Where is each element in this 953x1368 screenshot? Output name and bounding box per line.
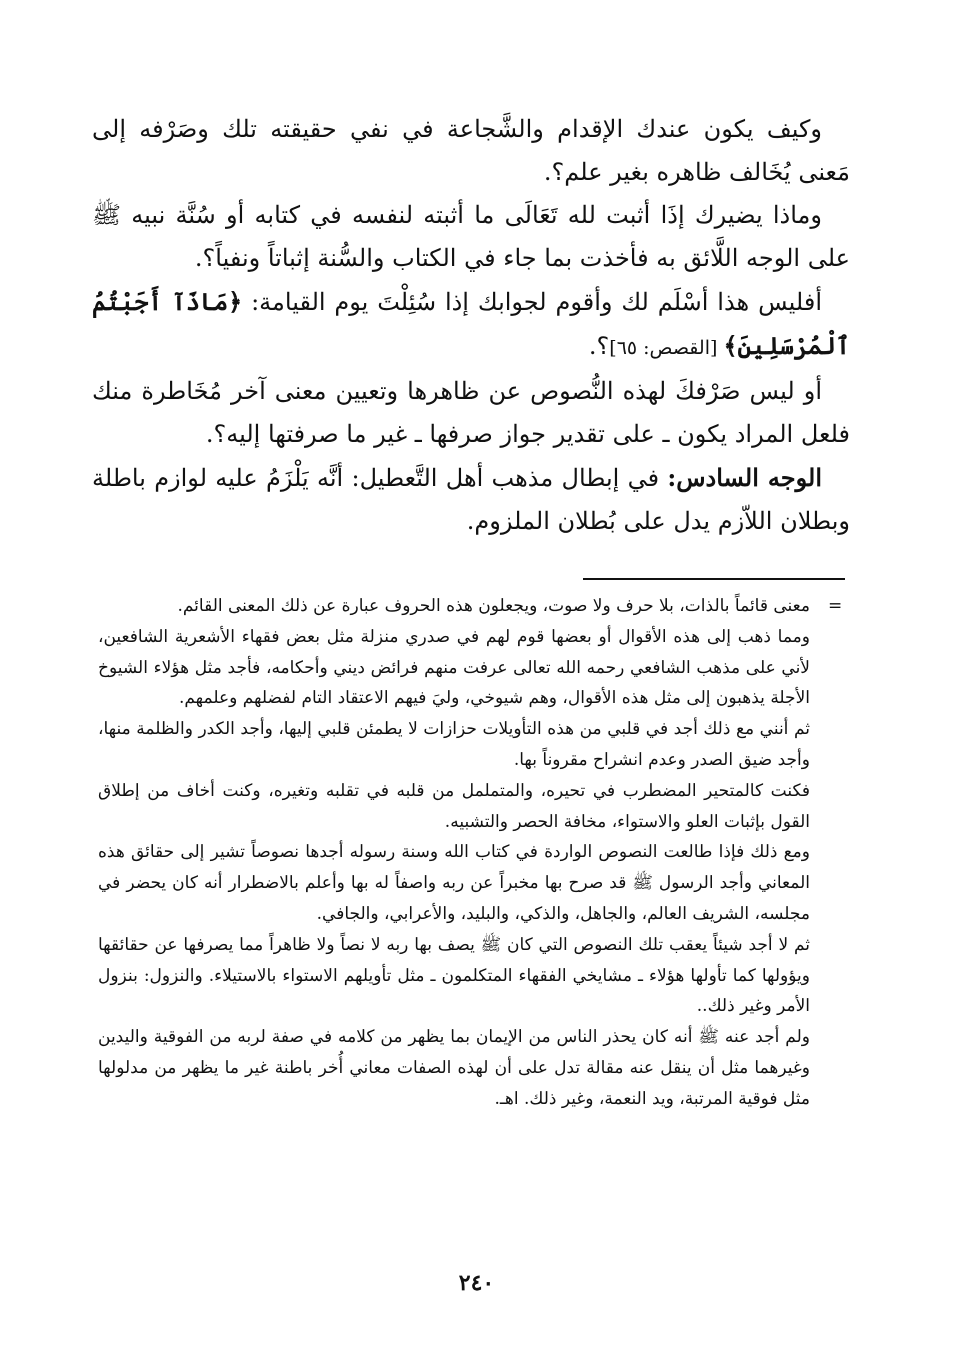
footnote-paragraph: ومما ذهب إلى هذه الأقوال أو بعضها قوم لهم في صدري منزلة مثل بعض فقهاء الأشعرية الشافعين، لأني على مذهب الشافعي رحمه الله تعالى عرفت منهم فرائض ديني وأحكامه، فأجد مثل هؤلاء الشيوخ الأجلة يذهبون إلى مثل هذه الأقوال، وهم شيوخي، وليَ فيهم الاعتقاد التام لفضلهم وعلمهم. [98, 626, 810, 709]
footnote-paragraph: معنى قائماً بالذات، بلا حرف ولا صوت، ويجعلون هذه الحروف عبارة عن ذلك المعنى القائم. [177, 596, 810, 616]
footnote-paragraph: ثم أنني مع ذلك أجد في قلبي من هذه التأويلات حزازات لا يطمئن قلبي إليها، وأجد الكدر والظلمة منها، وأجد ضيق الصدر وعدم انشراح مقروناً بها. [98, 719, 810, 770]
paragraph-4: أو ليس صَرْفكَ لهذه النُّصوص عن ظاهرها وتعيين معنى آخر مُخَاطرة منك فلعل المراد يكون ـ على تقدير جواز صرفها ـ غير ما صرفتها إليه؟. [92, 377, 850, 448]
verse-reference: [القصص: ٦٥] [609, 337, 724, 359]
paragraph-3-text: أفليس هذا أسْلَم لك وأقوم لجوابك إذا سُئِلْتَ يوم القيامة: [242, 288, 822, 316]
page-number: ٢٤٠ [458, 1270, 495, 1296]
footnote-paragraph: ثم لا أجد شيئاً يعقب تلك النصوص التي كان ﷺ يصف بها ربه لا نصاً ولا ظاهراً مما يصرفها عن حقائقها ويؤولها كما تأولها هؤلاء ـ مشايخي الفقهاء المتكلمون ـ مثل تأويلهم الاستواء بالاستيلاء. والنزول: بنزول الأمر وغير ذلك.. [98, 934, 810, 1017]
footnote-paragraph: ولم أجد عنه ﷺ أنه كان يحذر الناس من الإيمان بما يظهر من كلامه في صفة لربه من الفوقية واليدين وغيرهما مثل أن ينقل عنه مقالة تدل على أن لهذه الصفات معاني أُخر باطنة غير ما يظهر من مدلولها مثل فوقية المرتبة، ويد النعمة، وغير ذلك. اهـ. [98, 1027, 810, 1109]
paragraph-1: وكيف يكون عندك الإقدام والشَّجاعة في نفي حقيقته تلك وصَرْفه إلى مَعنى يُخَالف ظاهره بغير علم؟. [92, 115, 850, 186]
footnote-paragraph: ومع ذلك فإذا طالعت النصوص الواردة في كتاب الله وسنة رسوله أجدها نصوصاً تشير إلى حقائق هذه المعاني وأجد الرسول ﷺ قد صرح بها مخبراً عن ربه واصفاً له بها وأعلم بالاضطرار أنه كان يحضر في مجلسه، الشريف العالم، والجاهل، والذكي، والبليد، والأعرابي، والجافي. [98, 842, 810, 924]
paragraph-3-end: ؟. [588, 332, 610, 360]
paragraph-2: وماذا يضيرك إذَا أثبت لله تَعَالَى ما أثبته لنفسه في كتابه أو سُنَّة نبيه ﷺ على الوجه اللَّائق به فأخذت بما جاء في الكتاب والسُّنة إثباتاً ونفياً؟. [92, 201, 850, 272]
footnote-continuation-mark: = [828, 596, 843, 616]
footnote-separator [583, 578, 845, 580]
footnote-paragraph: فكنت كالمتحير المضطرب في تحيره، والمتململ من قلبه في تقلبه وتغيره، وكنت أخاف من إطلاق القول بإثبات العلو والاستواء، مخافة الحصر والتشبيه. [98, 780, 810, 832]
section-heading: الوجه السادس: [667, 463, 823, 492]
quran-verse: ﴿مَاذَآ أَجَبْتُمُ ٱلْمُرْسَلِينَ﴾ [92, 287, 850, 360]
paragraph-5-text: في إبطال مذهب أهل التَّعطيل: أنَّه يَلْزَمُ عليه لوازم باطلة وبطلان اللاّزم يدل على بُطلان الملزوم. [92, 464, 850, 535]
paragraph-5 [92, 456, 850, 543]
main-text [92, 108, 850, 543]
paragraph-3 [92, 280, 850, 370]
footnote [98, 591, 810, 1115]
